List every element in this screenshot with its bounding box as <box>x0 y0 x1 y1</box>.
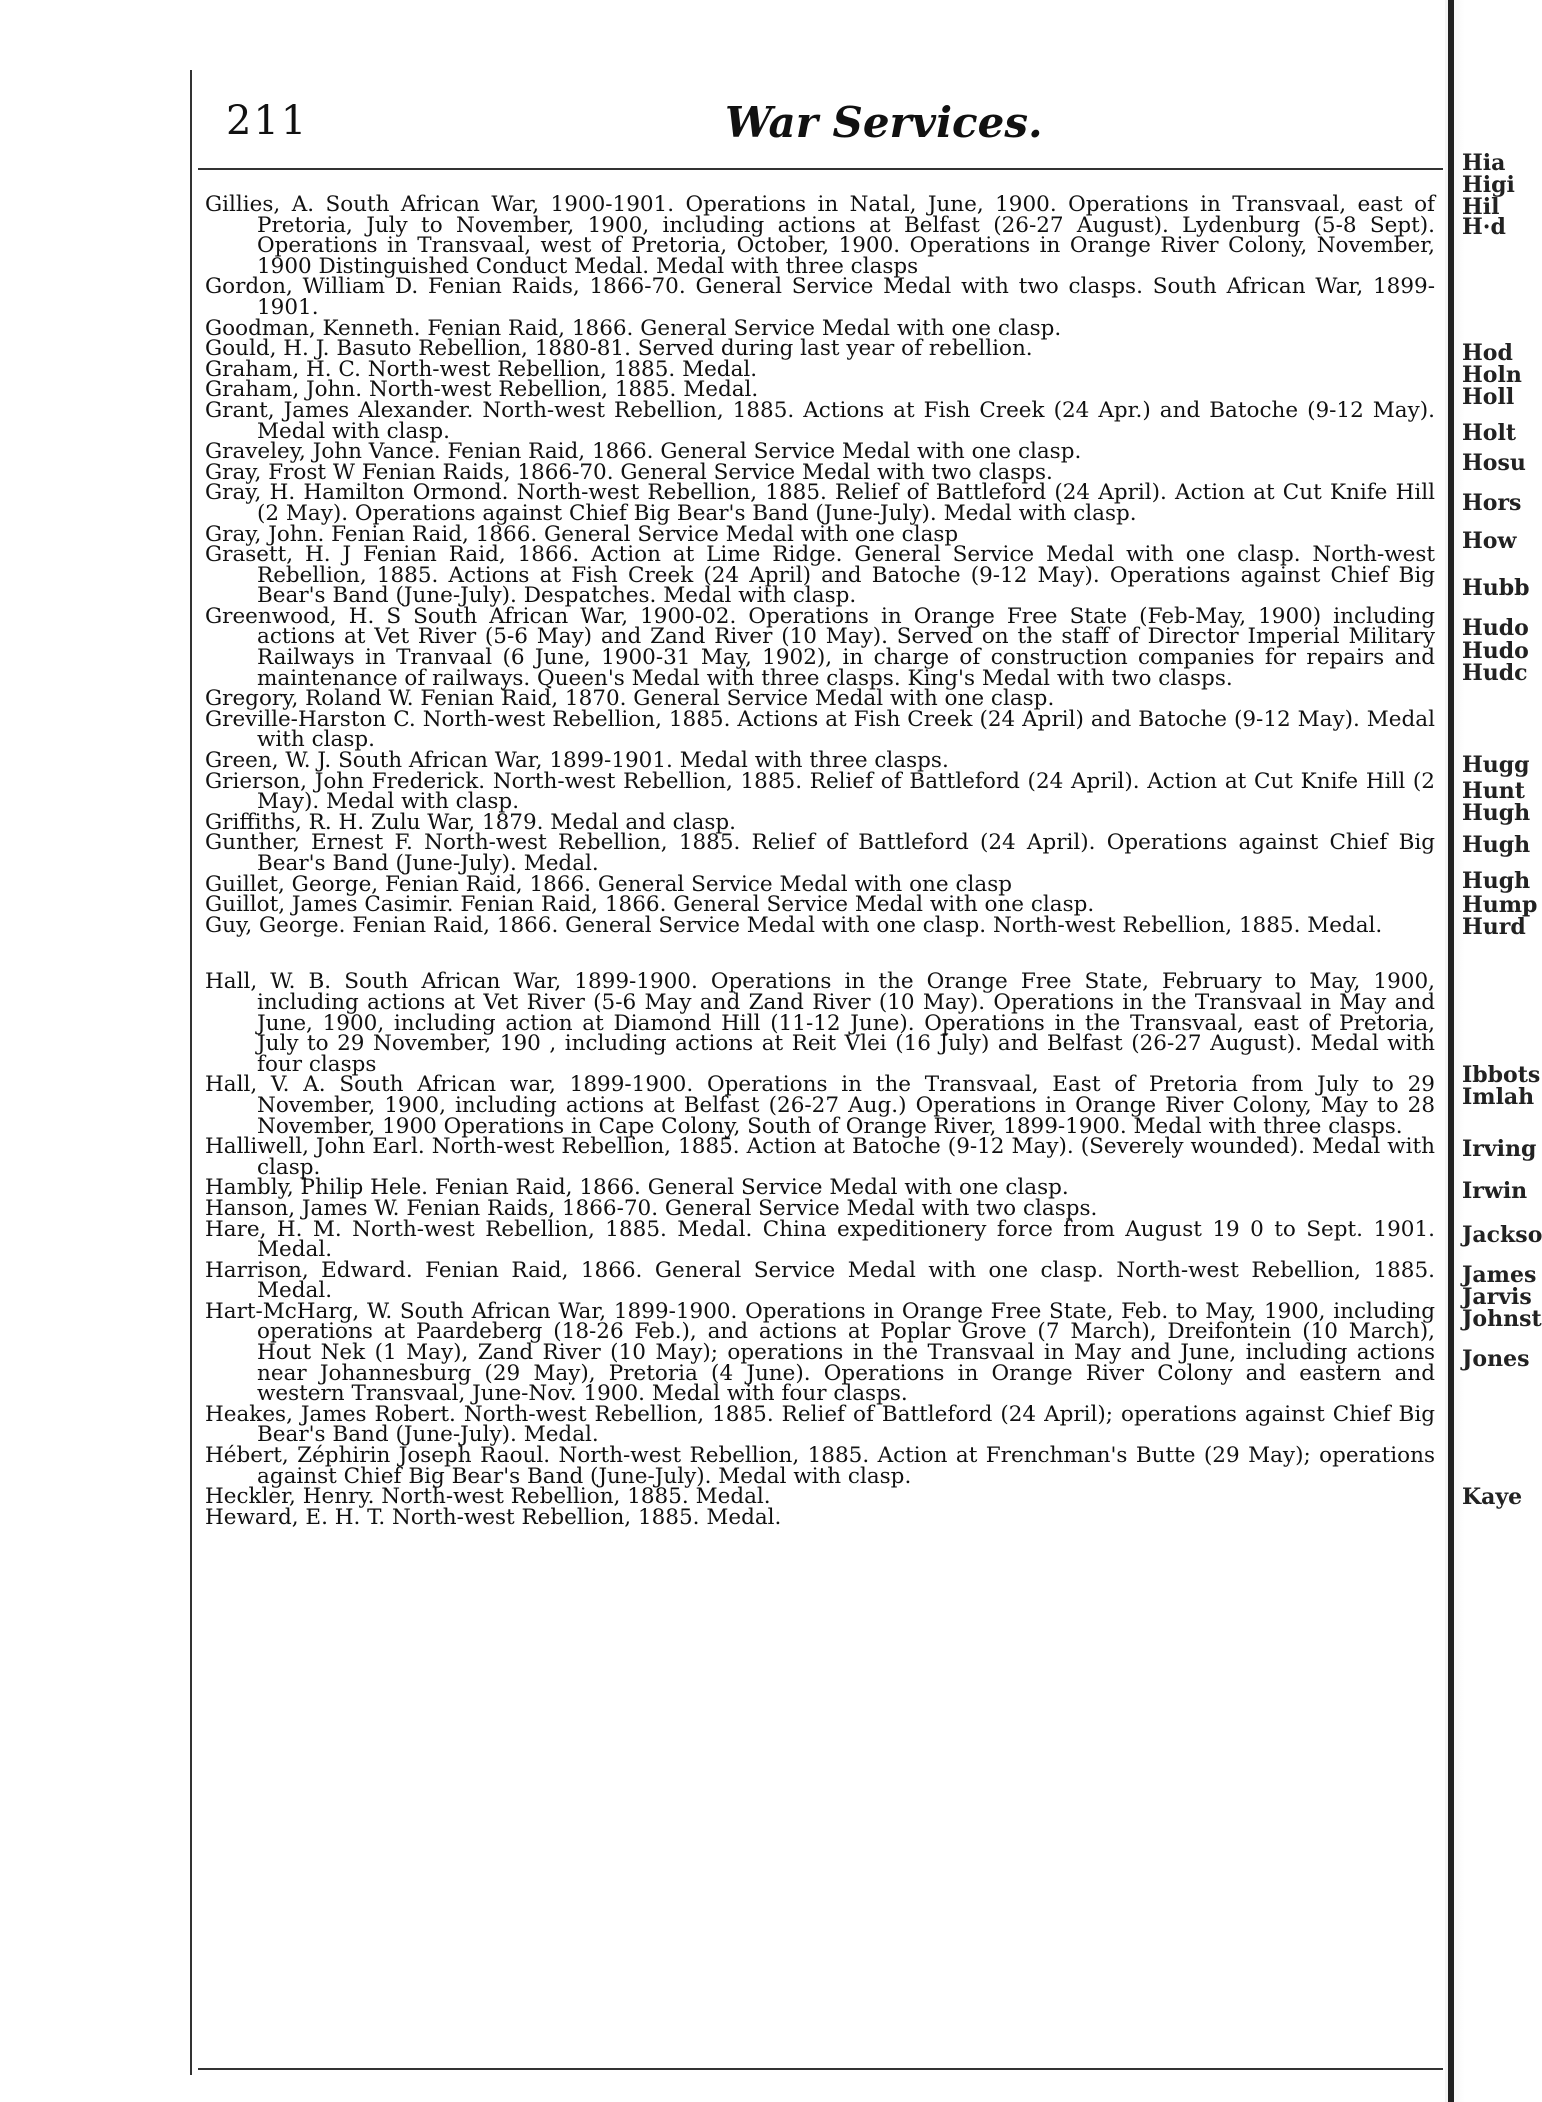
entry <box>205 1072 1435 1139</box>
entry-text: North-west Rebellion, 1885. Medal. China expeditionery force from August 19 0 to Sept. 1901. Medal. <box>257 1216 1435 1263</box>
page-header <box>220 98 1430 168</box>
entries-group-g <box>205 192 1436 938</box>
adjacent-page-fragment: Hunt <box>1462 778 1525 804</box>
adjacent-page-fragment: Hosu <box>1462 450 1526 476</box>
adjacent-page-fragment: Hubb <box>1462 575 1530 601</box>
entry-name: Hall, V. A. <box>205 1072 326 1098</box>
entry-name: Griffiths, R. H. <box>205 809 365 835</box>
entry <box>205 706 1435 753</box>
adjacent-page-fragment: Jackso <box>1462 1222 1542 1248</box>
adjacent-page-fragment: Hudc <box>1462 660 1528 686</box>
entries-group-h <box>205 969 1436 1530</box>
entry-name: Halliwell, John Earl. <box>205 1134 425 1160</box>
entry <box>205 1216 1435 1263</box>
entry-name: Graham, H. C. <box>205 356 361 382</box>
entry-name: Hébert, Zéphirin Joseph Raoul. <box>205 1443 551 1469</box>
entry-name: Greenwood, H. S <box>205 603 402 629</box>
adjacent-page-fragment: Jarvis <box>1462 1284 1532 1310</box>
adjacent-page-fragment: Jones <box>1462 1346 1530 1372</box>
entry-text: Fenian Raid, 1866. General Service Medal with one clasp. North-west Rebellion, 1885. Medal. <box>257 1257 1435 1304</box>
entry-text: Fenian Raids, 1866-70. General Service Medal with two clasps. <box>406 1195 1098 1221</box>
entry-name: Gray, John. <box>205 521 325 547</box>
entry-text: North-west Rebellion, 1885. Actions at Fish Creek (24 April) and Batoche (9-12 May). Medal with clasp. <box>257 706 1435 753</box>
adjacent-page-fragment: Hudo <box>1462 638 1529 664</box>
entry-text: South African War, 1899-1900. Operations in Orange Free State, Feb. to May, 1900, including operations at Paardeberg (18-26 Feb.), and actions at Poplar Grove (7 March), Dreifontein (10 March), Hout Nek (1 May), Zand River (10 May); operations in the Transvaal in May and June, including actions near Johannesburg (29 May), Pretoria (4 June). Operations in Orange River Colony and eastern and western Transvaal, June-Nov. 1900. Medal with four clasps. <box>257 1298 1435 1407</box>
entry-text: North-west Rebellion, 1885. Relief of Battleford (24 April). Operations against Chief Big Bear's Band (June-July). Medal. <box>257 830 1436 876</box>
entry <box>205 480 1435 526</box>
entry-text: Fenian Raids, 1866-70. General Service Medal with two clasps. South African War, 1899-1901. <box>257 274 1435 320</box>
entry-name: Gould, H. J. <box>205 336 330 362</box>
entry-text: Zulu War, 1879. Medal and clasp. <box>370 809 736 835</box>
entry <box>205 830 1436 876</box>
entries-list <box>205 192 1436 1530</box>
entry-text: South African war, 1899-1900. Operations in the Transvaal, East of Pretoria from July to 29 November, 1900, including actions at Belfast (26-27 Aug.) Operations in Orange River Colony, May to 28 November, 1900 Operations in Cape Colony, South of Orange River, 1899-1900. Medal with three clasps. <box>257 1072 1435 1139</box>
entry-text: North-west Rebellion, 1885. Medal. <box>368 377 759 403</box>
entry-name: Gordon, William D. <box>205 274 419 300</box>
entry-text: North-west Rebellion, 1885. Action at Batoche (9-12 May). (Severely wounded). Medal with clasp. <box>257 1134 1435 1180</box>
adjacent-page-fragment: Hurd <box>1462 914 1526 940</box>
entry <box>205 603 1435 691</box>
entry-name: Gillies, A. <box>205 192 315 217</box>
adjacent-page-fragment: Irving <box>1462 1136 1537 1162</box>
entry-name: Greville-Harston C. <box>205 706 416 732</box>
adjacent-page-fragment: Hugg <box>1462 752 1530 778</box>
entry-name: Hare, H. M. <box>205 1216 342 1242</box>
entry-name: Heakes, James Robert. <box>205 1401 456 1427</box>
entry-text: South African War, 1899-1901. Medal with three clasps. <box>338 748 949 774</box>
entry-name: Grasett, H. J <box>205 542 352 568</box>
entry <box>205 1257 1435 1304</box>
entry-name: Gray, Frost W <box>205 459 355 485</box>
adjacent-page-fragment: Johnst <box>1462 1306 1542 1332</box>
entry-text: Basuto Rebellion, 1880-81. Served during last year of rebellion. <box>336 336 1033 362</box>
entry-text: Fenian Raid, 1870. General Service Medal with one clasp. <box>420 686 1055 712</box>
entry <box>205 969 1435 1077</box>
entry-name: Gray, H. Hamilton Ormond. <box>205 480 509 506</box>
entry-name: Hanson, James W. <box>205 1195 400 1221</box>
adjacent-page-fragment: Hugh <box>1462 832 1531 858</box>
entry-text: Fenian Raid, 1866. General Service Medal with one clasp <box>384 871 1012 897</box>
entry-name: Goodman, Kenneth. <box>205 315 421 341</box>
entry <box>205 1298 1435 1407</box>
entry-text: North-west Rebellion, 1885. Medal. <box>381 1484 771 1510</box>
entry-text: North-west Rebellion, 1885. Action at Frenchman's Butte (29 May); operations against Chief Big Bear's Band (June-July). Medal with clasp. <box>257 1443 1436 1489</box>
entry-name: Heward, E. H. T. <box>205 1504 386 1530</box>
entry-text: Fenian Raid, 1866. General Service Medal with one clasp. North-west Rebellion, 1885. Medal. <box>352 912 1383 938</box>
adjacent-page-fragment: Hia <box>1462 150 1506 176</box>
adjacent-page-fragment: Hump <box>1462 892 1538 918</box>
adjacent-page <box>1445 0 1526 2102</box>
entry-name: Gunther, Ernest F. <box>205 830 413 856</box>
entry-name: Green, W. J. <box>205 748 332 774</box>
entry-text: South African War, 1899-1900. Operations in the Orange Free State, February to May, 1900, including actions at Vet River (5-6 May and Zand River (10 May). Operations in the Transvaal in May and June, 1900, including action at Diamond Hill (11-12 June). Operations in the Transvaal, east of Pretoria, July to 29 November, 190 , including actions at Reit Vlei (16 July) and Belfast (26-27 August). Medal with four clasps <box>257 969 1435 1077</box>
adjacent-page-fragment: Holt <box>1462 420 1516 446</box>
entry-name: Grierson, John Frederick. <box>205 768 486 794</box>
adjacent-page-fragment: Ibbots <box>1462 1062 1541 1088</box>
entry-text: Fenian Raid, 1866. General Service Medal with one clasp. <box>427 315 1062 341</box>
section-gap <box>205 936 1435 972</box>
bottom-rule <box>198 2068 1443 2070</box>
adjacent-page-fragment: Hil <box>1462 194 1500 220</box>
entry <box>205 1401 1435 1448</box>
entry-text: Fenian Raid, 1866. General Service Medal with one clasp. <box>447 439 1082 465</box>
entry-name: Graveley, John Vance. <box>205 439 441 465</box>
entry-text: Fenian Raid, 1866. General Service Medal with one clasp. <box>460 892 1095 918</box>
entry-name: Hambly, Philip Hele. <box>205 1175 428 1201</box>
entry <box>205 1504 1435 1530</box>
entry-text: Fenian Raid, 1866. Action at Lime Ridge. General Service Medal with one clasp. North-west Rebellion, 1885. Actions at Fish Creek (24 April) and Batoche (9-12 May). Operations against Chief Big Bear's Band (June-July). Despatches. Medal with clasp. <box>257 542 1436 609</box>
entry-name: Guillot, James Casimir. <box>205 892 454 918</box>
entry-text: North-west Rebellion, 1885. Medal. <box>392 1504 782 1530</box>
entry <box>205 542 1436 609</box>
adjacent-page-fragment: Holn <box>1462 362 1522 388</box>
entry-name: Hall, W. B. <box>205 969 332 995</box>
entry-text: North-west Rebellion, 1885. Relief of Battleford (24 April). Action at Cut Knife Hill (2 May). Operations against Chief Big Bear's Band (June-July). Medal with clasp. <box>257 480 1435 526</box>
entry-text: South African War, 1900-1901. Operations in Natal, June, 1900. Operations in Transvaal, east of Pretoria, July to November, 1900, including actions at Belfast (26-27 August). Lydenburg (5-8 Sept). Operations in Transvaal, west of Pretoria, October, 1900. Operations in Orange River Colony, November, 1900 Distinguished Conduct Medal. Medal with three clasps <box>257 192 1436 279</box>
entry-text: North-west Rebellion, 1885. Relief of Battleford (24 April); operations against Chief Big Bear's Band (June-July). Medal. <box>257 1401 1435 1448</box>
entry-text: Fenian Raids, 1866-70. General Service Medal with two clasps. <box>361 459 1053 485</box>
running-title: War Services. <box>725 98 1043 147</box>
entry-text: North-west Rebellion, 1885. Actions at Fish Creek (24 Apr.) and Batoche (9-12 May). Medal with clasp. <box>257 397 1435 444</box>
adjacent-page-fragment: H·d <box>1462 214 1506 240</box>
entry-name: Graham, John. <box>205 377 363 403</box>
entry-name: Guy, George. <box>205 912 346 938</box>
entry <box>205 274 1435 320</box>
adjacent-page-fragment: Irwin <box>1462 1178 1528 1204</box>
entry-name: Heckler, Henry. <box>205 1484 375 1510</box>
entry-text: South African War, 1900-02. Operations in Orange Free State (Feb-May, 1900) including actions at Vet River (5-6 May) and Zand River (10 May). Served on the staff of Director Imperial Military Railways in Tranvaal (6 June, 1900-31 May, 1902), in charge of construction companies for repairs and maintenance of railways. Queen's Medal with three clasps. King's Medal with two clasps. <box>257 603 1435 691</box>
adjacent-page-fragment: Imlah <box>1462 1084 1535 1110</box>
adjacent-page-fragment: Hudo <box>1462 615 1529 641</box>
entry-name: Guillet, George, <box>205 871 379 897</box>
adjacent-page-fragment: Holl <box>1462 384 1515 410</box>
entry <box>205 192 1436 279</box>
entry-text: North-west Rebellion, 1885. Medal. <box>367 356 758 382</box>
adjacent-page-fragment: Hors <box>1462 490 1522 516</box>
adjacent-page-fragment: Hugh <box>1462 800 1531 826</box>
entry-text: North-west Rebellion, 1885. Relief of Battleford (24 April). Action at Cut Knife Hill (2 May). Medal with clasp. <box>257 768 1435 815</box>
adjacent-page-fragment: How <box>1462 528 1517 554</box>
page-gutter <box>1448 0 1454 2102</box>
entry <box>205 1134 1435 1180</box>
entry <box>205 397 1435 444</box>
adjacent-page-fragment: Kaye <box>1462 1484 1523 1510</box>
entry-name: Harrison, Edward. <box>205 1257 413 1283</box>
entry-name: Hart-McHarg, W. <box>205 1298 393 1324</box>
adjacent-page-fragment: Hod <box>1462 340 1513 366</box>
entry <box>205 1443 1436 1489</box>
entry-text: Fenian Raid, 1866. General Service Medal with one clasp. <box>434 1175 1069 1201</box>
header-rule <box>198 168 1443 170</box>
adjacent-page-fragment: Hugh <box>1462 868 1531 894</box>
entry-text: Fenian Raid, 1866. General Service Medal with one clasp <box>331 521 959 547</box>
entry-name: Grant, James Alexander. <box>205 397 474 423</box>
adjacent-page-fragment: Higi <box>1462 172 1515 198</box>
entry <box>205 912 1435 938</box>
page-number: 211 <box>226 98 309 144</box>
adjacent-page-fragment: James <box>1462 1262 1537 1288</box>
entry-name: Gregory, Roland W. <box>205 686 414 712</box>
entry <box>205 768 1435 815</box>
